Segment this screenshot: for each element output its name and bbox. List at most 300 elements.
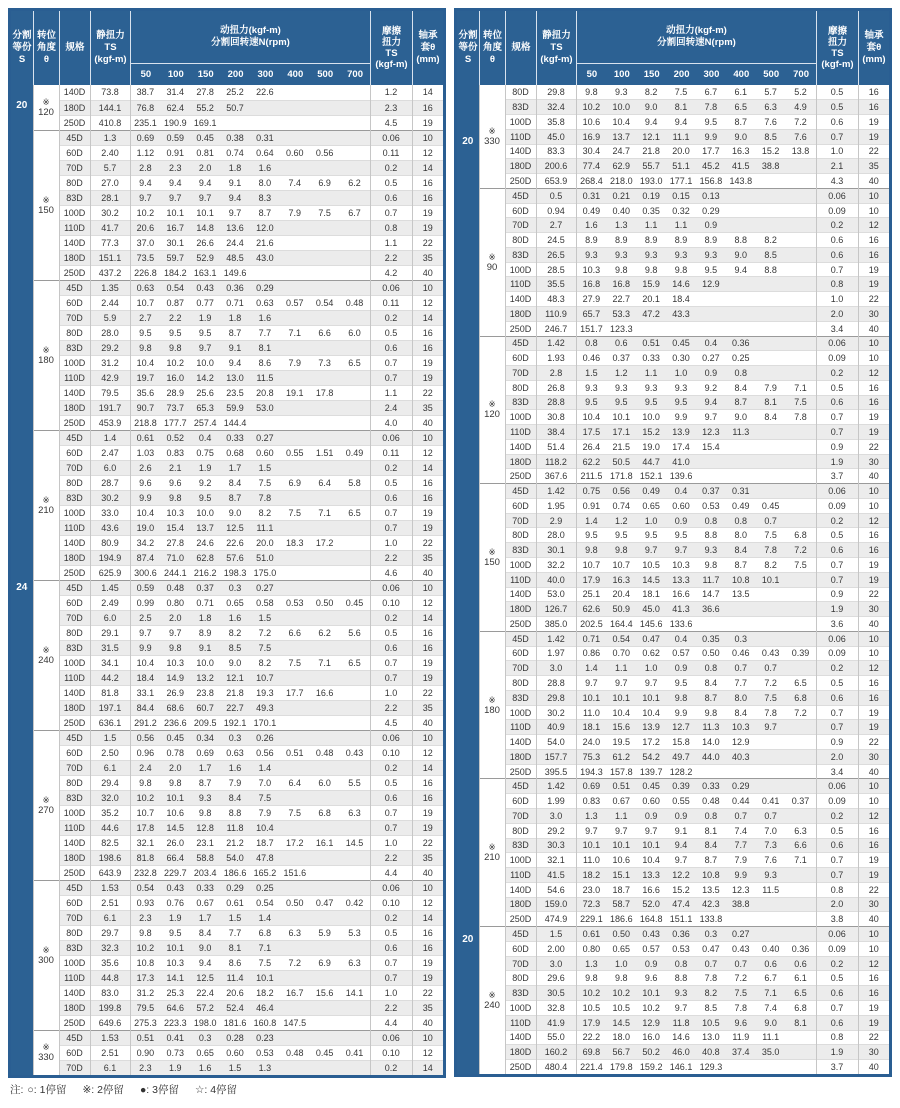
table-row — [457, 927, 889, 942]
table-row — [11, 610, 443, 625]
friction-torque-cell: 0.6 — [816, 247, 858, 262]
static-torque-cell: 79.5 — [90, 385, 130, 400]
dynamic-torque-cell: 19.7 16.0 14.2 13.0 11.5 — [130, 370, 370, 385]
static-torque-cell: 2.7 — [536, 218, 576, 233]
spec-cell: 180D — [59, 550, 90, 565]
bearing-sleeve-cell: 12 — [858, 809, 889, 824]
dynamic-torque-cell: 9.8 9.8 8.7 7.9 7.0 6.4 6.0 5.5 — [130, 775, 370, 790]
table-row — [457, 646, 889, 661]
static-torque-cell: 1.53 — [90, 880, 130, 895]
friction-torque-cell: 2.3 — [370, 100, 412, 115]
spec-cell: 70D — [59, 460, 90, 475]
spec-cell: 140D — [59, 835, 90, 850]
spec-cell: 110D — [505, 720, 536, 735]
bearing-sleeve-cell: 12 — [412, 895, 443, 910]
friction-torque-cell: 0.7 — [816, 572, 858, 587]
spec-cell: 60D — [59, 895, 90, 910]
dynamic-torque-cell: 275.3 223.3 198.0 181.6 160.8 147.5 — [130, 1015, 370, 1030]
spec-cell: 180D — [59, 100, 90, 115]
dynamic-torque-cell: 31.2 25.3 22.4 20.6 18.2 16.7 15.6 14.1 — [130, 985, 370, 1000]
dynamic-torque-cell: 75.3 61.2 54.2 49.7 44.0 40.3 — [576, 749, 816, 764]
bearing-sleeve-cell: 16 — [858, 85, 889, 100]
static-torque-cell: 40.9 — [536, 720, 576, 735]
dynamic-torque-cell: 62.2 50.5 44.7 41.0 — [576, 454, 816, 469]
dynamic-torque-cell: 69.8 56.7 50.2 46.0 40.8 37.4 35.0 — [576, 1045, 816, 1060]
static-torque-cell: 41.9 — [536, 1015, 576, 1030]
dynamic-torque-cell: 221.4 179.8 159.2 146.1 129.3 — [576, 1060, 816, 1075]
table-row — [457, 735, 889, 750]
static-torque-cell: 191.7 — [90, 400, 130, 415]
header-rpm-row: 50 100 150 200 300 400 500 700 — [577, 63, 816, 85]
spec-cell: 83D — [505, 100, 536, 115]
spec-cell: 180D — [59, 250, 90, 265]
friction-torque-cell: 3.6 — [816, 617, 858, 632]
dynamic-torque-cell: 9.8 9.8 9.6 8.8 7.8 7.2 6.7 6.1 — [576, 971, 816, 986]
friction-torque-cell: 0.06 — [370, 430, 412, 445]
static-torque-cell: 28.0 — [536, 528, 576, 543]
dynamic-torque-cell: 9.7 9.7 9.7 9.5 8.4 7.7 7.2 6.5 — [576, 676, 816, 691]
static-torque-cell: 44.6 — [90, 820, 130, 835]
table-row — [457, 912, 889, 927]
dynamic-torque-cell: 0.59 0.48 0.37 0.3 0.27 — [130, 580, 370, 595]
static-torque-cell: 2.49 — [90, 595, 130, 610]
spec-cell: 60D — [505, 646, 536, 661]
spec-cell: 250D — [505, 469, 536, 484]
dynamic-torque-cell: 0.56 0.45 0.34 0.3 0.26 — [130, 730, 370, 745]
dynamic-torque-cell: 18.4 14.9 13.2 12.1 10.7 — [130, 670, 370, 685]
spec-cell: 80D — [505, 85, 536, 100]
table-row — [457, 986, 889, 1001]
bearing-sleeve-cell: 16 — [858, 395, 889, 410]
table-row — [11, 475, 443, 490]
bearing-sleeve-cell: 22 — [412, 235, 443, 250]
spec-cell: 110D — [505, 868, 536, 883]
static-torque-cell: 453.9 — [90, 415, 130, 430]
dynamic-torque-cell: 77.4 62.9 55.7 51.1 45.2 41.5 38.8 — [576, 159, 816, 174]
dynamic-torque-cell: 0.46 0.37 0.33 0.30 0.27 0.25 — [576, 351, 816, 366]
dynamic-torque-cell: 10.5 10.5 10.2 9.7 8.5 7.8 7.4 6.8 — [576, 1000, 816, 1015]
spec-cell: 140D — [505, 292, 536, 307]
dynamic-torque-cell: 32.1 26.0 23.1 21.2 18.7 17.2 16.1 14.5 — [130, 835, 370, 850]
bearing-sleeve-cell: 19 — [412, 520, 443, 535]
static-torque-cell: 160.2 — [536, 1045, 576, 1060]
spec-cell: 80D — [505, 528, 536, 543]
bearing-sleeve-cell: 16 — [412, 940, 443, 955]
spec-cell: 70D — [505, 513, 536, 528]
spec-cell: 110D — [59, 670, 90, 685]
dynamic-torque-cell: 10.2 10.1 9.0 8.1 7.1 — [130, 940, 370, 955]
table-row — [11, 745, 443, 760]
bearing-sleeve-cell: 40 — [858, 469, 889, 484]
table-row — [11, 505, 443, 520]
table-row — [11, 835, 443, 850]
dynamic-torque-cell: 9.5 9.5 9.5 8.7 7.7 7.1 6.6 6.0 — [130, 325, 370, 340]
table-row — [457, 587, 889, 602]
spec-cell: 70D — [59, 760, 90, 775]
dynamic-torque-cell: 18.2 15.1 13.3 12.2 10.8 9.9 9.3 — [576, 868, 816, 883]
table-row — [457, 410, 889, 425]
spec-cell: 140D — [505, 144, 536, 159]
friction-torque-cell: 0.6 — [816, 395, 858, 410]
dynamic-torque-cell: 268.4 218.0 193.0 177.1 156.8 143.8 — [576, 174, 816, 189]
dynamic-torque-cell: 1.6 1.3 1.1 1.1 0.9 — [576, 218, 816, 233]
spec-cell: 100D — [505, 115, 536, 130]
dynamic-torque-cell: 10.4 10.3 10.0 9.0 8.2 7.5 7.1 6.5 — [130, 655, 370, 670]
friction-torque-cell: 0.06 — [370, 880, 412, 895]
spec-cell: 250D — [505, 764, 536, 779]
table-row — [457, 513, 889, 528]
static-torque-cell: 30.8 — [536, 410, 576, 425]
division-count-cell — [457, 85, 479, 1074]
bearing-sleeve-cell: 16 — [412, 175, 443, 190]
bearing-sleeve-cell: 12 — [412, 445, 443, 460]
index-angle-cell — [479, 631, 505, 779]
table-row — [457, 247, 889, 262]
spec-cell: 110D — [505, 572, 536, 587]
static-torque-cell: 1.4 — [90, 430, 130, 445]
bearing-sleeve-cell: 10 — [412, 430, 443, 445]
friction-torque-cell: 0.7 — [370, 805, 412, 820]
friction-torque-cell: 1.9 — [816, 454, 858, 469]
friction-torque-cell: 0.2 — [816, 513, 858, 528]
table-row — [457, 971, 889, 986]
friction-torque-cell: 1.9 — [816, 602, 858, 617]
bearing-sleeve-cell: 22 — [858, 735, 889, 750]
dynamic-torque-cell: 2.5 2.0 1.8 1.6 1.5 — [130, 610, 370, 625]
friction-torque-cell: 0.5 — [816, 380, 858, 395]
table-row — [11, 730, 443, 745]
static-torque-cell: 30.3 — [536, 838, 576, 853]
spec-cell: 250D — [59, 865, 90, 880]
friction-torque-cell: 0.2 — [370, 610, 412, 625]
index-angle-value: 150 — [484, 557, 500, 568]
dynamic-torque-cell: 151.7 123.3 — [576, 321, 816, 336]
friction-torque-cell: 0.09 — [816, 794, 858, 809]
bearing-sleeve-cell: 19 — [858, 262, 889, 277]
dynamic-torque-cell: 10.2 10.1 10.1 9.7 8.7 7.9 7.5 6.7 — [130, 205, 370, 220]
bearing-sleeve-cell: 19 — [412, 670, 443, 685]
spec-cell: 80D — [505, 971, 536, 986]
two-dwell-mark: ※ — [42, 494, 50, 505]
header-spec: 规格 — [59, 11, 90, 85]
bearing-sleeve-cell: 16 — [858, 823, 889, 838]
spec-cell: 110D — [59, 820, 90, 835]
table-row — [11, 190, 443, 205]
friction-torque-cell: 0.7 — [816, 705, 858, 720]
spec-cell: 180D — [59, 1000, 90, 1015]
dynamic-torque-cell: 0.51 0.41 0.3 0.28 0.23 — [130, 1030, 370, 1045]
static-torque-cell: 3.0 — [536, 809, 576, 824]
static-torque-cell: 6.0 — [90, 610, 130, 625]
dynamic-torque-cell: 0.83 0.67 0.60 0.55 0.48 0.44 0.41 0.37 — [576, 794, 816, 809]
spec-cell: 45D — [59, 1030, 90, 1045]
spec-cell: 45D — [505, 779, 536, 794]
bearing-sleeve-cell: 12 — [412, 595, 443, 610]
dynamic-torque-cell: 24.0 19.5 17.2 15.8 14.0 12.9 — [576, 735, 816, 750]
friction-torque-cell: 2.2 — [370, 550, 412, 565]
spec-cell: 45D — [59, 130, 90, 145]
index-angle-cell — [479, 779, 505, 927]
friction-torque-cell: 0.7 — [816, 262, 858, 277]
friction-torque-cell: 0.5 — [816, 971, 858, 986]
dynamic-torque-cell: 35.6 28.9 25.6 23.5 20.8 19.1 17.8 — [130, 385, 370, 400]
friction-torque-cell: 0.9 — [816, 439, 858, 454]
dynamic-torque-cell: 9.8 9.3 8.2 7.5 6.7 6.1 5.7 5.2 — [576, 85, 816, 100]
friction-torque-cell: 0.6 — [816, 1015, 858, 1030]
note-item-4: ☆: 4停留 — [194, 1084, 238, 1096]
table-row — [11, 130, 443, 145]
bearing-sleeve-cell: 12 — [412, 145, 443, 160]
index-angle-cell — [479, 188, 505, 336]
table-row — [457, 661, 889, 676]
table-row — [457, 336, 889, 351]
static-torque-cell: 110.9 — [536, 306, 576, 321]
friction-torque-cell: 0.11 — [370, 145, 412, 160]
table-row — [11, 415, 443, 430]
static-torque-cell: 28.5 — [536, 262, 576, 277]
bearing-sleeve-cell: 35 — [412, 1000, 443, 1015]
table-row — [11, 715, 443, 730]
bearing-sleeve-cell: 30 — [858, 749, 889, 764]
dynamic-torque-cell: 2.4 2.0 1.7 1.6 1.4 — [130, 760, 370, 775]
table-row — [11, 790, 443, 805]
division-count-value: 24 — [16, 582, 28, 593]
bearing-sleeve-cell: 14 — [412, 85, 443, 100]
dynamic-torque-cell: 0.54 0.43 0.33 0.29 0.25 — [130, 880, 370, 895]
spec-cell: 70D — [505, 809, 536, 824]
dynamic-torque-cell: 1.3 1.0 0.9 0.8 0.7 0.7 0.6 0.6 — [576, 956, 816, 971]
bearing-sleeve-cell: 40 — [412, 715, 443, 730]
table-row — [457, 218, 889, 233]
two-dwell-mark: ※ — [42, 344, 50, 355]
dynamic-torque-cell: 1.4 1.1 1.0 0.9 0.8 0.7 0.7 — [576, 661, 816, 676]
friction-torque-cell: 0.2 — [370, 760, 412, 775]
static-torque-cell: 54.0 — [536, 735, 576, 750]
table-row — [11, 520, 443, 535]
static-torque-cell: 55.0 — [536, 1030, 576, 1045]
static-torque-cell: 53.0 — [536, 587, 576, 602]
index-angle-value: 120 — [484, 409, 500, 421]
dynamic-torque-cell: 9.8 9.8 9.7 9.1 8.1 — [130, 340, 370, 355]
dynamic-torque-cell: 0.93 0.76 0.67 0.61 0.54 0.50 0.47 0.42 — [130, 895, 370, 910]
table-row — [11, 775, 443, 790]
friction-torque-cell: 0.6 — [816, 543, 858, 558]
dynamic-torque-cell: 0.8 0.6 0.51 0.45 0.4 0.36 — [576, 336, 816, 351]
dynamic-torque-cell: 9.9 9.8 9.5 8.7 7.8 — [130, 490, 370, 505]
bearing-sleeve-cell: 19 — [858, 1000, 889, 1015]
dynamic-torque-cell: 0.91 0.74 0.65 0.60 0.53 0.49 0.45 — [576, 498, 816, 513]
dynamic-torque-cell: 211.5 171.8 152.1 139.6 — [576, 469, 816, 484]
friction-torque-cell: 0.06 — [816, 336, 858, 351]
table-row — [457, 159, 889, 174]
friction-torque-cell: 1.0 — [370, 835, 412, 850]
table-row — [11, 445, 443, 460]
static-torque-cell: 636.1 — [90, 715, 130, 730]
spec-cell: 45D — [505, 631, 536, 646]
spec-cell: 100D — [59, 655, 90, 670]
header-index-angle: 转位 角度 θ — [33, 11, 59, 85]
table-row — [11, 820, 443, 835]
bearing-sleeve-cell: 19 — [858, 572, 889, 587]
header-rpm-row: 50 100 150 200 300 400 500 700 — [131, 63, 370, 85]
table-row — [11, 850, 443, 865]
bearing-sleeve-cell: 16 — [858, 233, 889, 248]
static-torque-cell: 28.1 — [90, 190, 130, 205]
dynamic-torque-cell: 218.8 177.7 257.4 144.4 — [130, 415, 370, 430]
static-torque-cell: 643.9 — [90, 865, 130, 880]
table-row — [11, 880, 443, 895]
index-angle-cell — [33, 730, 59, 880]
static-torque-cell: 246.7 — [536, 321, 576, 336]
bearing-sleeve-cell: 19 — [412, 220, 443, 235]
table-row — [457, 85, 889, 100]
dynamic-torque-cell: 0.71 0.54 0.47 0.4 0.35 0.3 — [576, 631, 816, 646]
table-row — [457, 720, 889, 735]
spec-cell: 180D — [505, 897, 536, 912]
static-torque-cell: 83.3 — [536, 144, 576, 159]
friction-torque-cell: 0.7 — [816, 868, 858, 883]
bearing-sleeve-cell: 10 — [412, 130, 443, 145]
table-row — [11, 115, 443, 130]
friction-torque-cell: 3.7 — [816, 469, 858, 484]
table-row — [457, 439, 889, 454]
static-torque-cell: 32.8 — [536, 1000, 576, 1015]
table-row — [11, 250, 443, 265]
bearing-sleeve-cell: 10 — [412, 580, 443, 595]
friction-torque-cell: 0.2 — [816, 366, 858, 381]
dynamic-torque-cell: 19.0 15.4 13.7 12.5 11.1 — [130, 520, 370, 535]
spec-cell: 110D — [505, 129, 536, 144]
spec-cell: 80D — [505, 380, 536, 395]
dynamic-torque-cell: 65.7 53.3 47.2 43.3 — [576, 306, 816, 321]
table-row — [11, 85, 443, 100]
table-row — [457, 868, 889, 883]
friction-torque-cell: 1.0 — [816, 292, 858, 307]
dynamic-torque-cell: 11.0 10.6 10.4 9.7 8.7 7.9 7.6 7.1 — [576, 853, 816, 868]
table-header — [11, 11, 443, 85]
bearing-sleeve-cell: 19 — [412, 970, 443, 985]
spec-cell: 83D — [505, 543, 536, 558]
table-row — [11, 595, 443, 610]
bearing-sleeve-cell: 12 — [858, 513, 889, 528]
index-angle-value: 330 — [484, 135, 500, 147]
table-row — [11, 700, 443, 715]
dynamic-torque-cell: 72.3 58.7 52.0 47.4 42.3 38.8 — [576, 897, 816, 912]
dynamic-torque-cell: 194.3 157.8 139.7 128.2 — [576, 764, 816, 779]
static-torque-cell: 198.6 — [90, 850, 130, 865]
dynamic-torque-cell: 10.6 10.4 9.4 9.4 9.5 8.7 7.6 7.2 — [576, 115, 816, 130]
bearing-sleeve-cell: 10 — [858, 941, 889, 956]
static-torque-cell: 83.0 — [90, 985, 130, 1000]
friction-torque-cell: 0.7 — [370, 520, 412, 535]
static-torque-cell: 1.5 — [90, 730, 130, 745]
bearing-sleeve-cell: 16 — [858, 247, 889, 262]
static-torque-cell: 28.8 — [536, 395, 576, 410]
header-dynamic-torque — [130, 11, 370, 85]
static-torque-cell: 2.00 — [536, 941, 576, 956]
table-row — [457, 380, 889, 395]
friction-torque-cell: 2.0 — [816, 306, 858, 321]
table-row — [11, 955, 443, 970]
division-count-value: 20 — [462, 934, 474, 945]
bearing-sleeve-cell: 19 — [858, 410, 889, 425]
static-torque-cell: 625.9 — [90, 565, 130, 580]
table-row — [457, 690, 889, 705]
spec-data-grid — [457, 85, 889, 1074]
spec-cell: 100D — [505, 558, 536, 573]
bearing-sleeve-cell: 10 — [858, 484, 889, 499]
friction-torque-cell: 4.5 — [370, 715, 412, 730]
bearing-sleeve-cell: 19 — [858, 277, 889, 292]
dynamic-torque-cell: 9.4 9.4 9.4 9.1 8.0 7.4 6.9 6.2 — [130, 175, 370, 190]
bearing-sleeve-cell: 16 — [858, 838, 889, 853]
friction-torque-cell: 0.7 — [816, 720, 858, 735]
spec-cell: 83D — [505, 986, 536, 1001]
dynamic-torque-cell: 291.2 236.6 209.5 192.1 170.1 — [130, 715, 370, 730]
friction-torque-cell: 0.6 — [370, 490, 412, 505]
static-torque-cell: 26.8 — [536, 380, 576, 395]
table-row — [11, 205, 443, 220]
bearing-sleeve-cell: 10 — [858, 631, 889, 646]
table-row — [11, 640, 443, 655]
spec-cell: 80D — [59, 475, 90, 490]
table-row — [11, 280, 443, 295]
dynamic-torque-cell: 10.7 0.87 0.77 0.71 0.63 0.57 0.54 0.48 — [130, 295, 370, 310]
static-torque-cell: 43.6 — [90, 520, 130, 535]
spec-cell: 180D — [505, 602, 536, 617]
spec-cell: 83D — [59, 190, 90, 205]
friction-torque-cell: 0.5 — [370, 475, 412, 490]
bearing-sleeve-cell: 16 — [858, 528, 889, 543]
spec-cell: 70D — [59, 160, 90, 175]
static-torque-cell: 6.1 — [90, 760, 130, 775]
spec-cell: 110D — [505, 425, 536, 440]
static-torque-cell: 2.44 — [90, 295, 130, 310]
table-row — [11, 1030, 443, 1045]
static-torque-cell: 28.0 — [90, 325, 130, 340]
bearing-sleeve-cell: 16 — [412, 325, 443, 340]
friction-torque-cell: 2.2 — [370, 1000, 412, 1015]
static-torque-cell: 2.40 — [90, 145, 130, 160]
static-torque-cell: 32.4 — [536, 100, 576, 115]
static-torque-cell: 144.1 — [90, 100, 130, 115]
spec-cell: 45D — [59, 580, 90, 595]
dynamic-torque-cell: 9.5 9.5 9.5 9.5 9.4 8.7 8.1 7.5 — [576, 395, 816, 410]
static-torque-cell: 29.6 — [536, 971, 576, 986]
table-row — [457, 882, 889, 897]
bearing-sleeve-cell: 35 — [412, 250, 443, 265]
bearing-sleeve-cell: 19 — [858, 868, 889, 883]
friction-torque-cell: 0.09 — [816, 941, 858, 956]
static-torque-cell: 2.51 — [90, 895, 130, 910]
dynamic-torque-cell: 25.1 20.4 18.1 16.6 14.7 13.5 — [576, 587, 816, 602]
bearing-sleeve-cell: 16 — [412, 640, 443, 655]
static-torque-cell: 194.9 — [90, 550, 130, 565]
spec-cell: 80D — [59, 325, 90, 340]
friction-torque-cell: 1.0 — [370, 685, 412, 700]
dynamic-torque-cell: 9.8 9.8 9.7 9.7 9.3 8.4 7.8 7.2 — [576, 543, 816, 558]
bearing-sleeve-cell: 14 — [412, 610, 443, 625]
static-torque-cell: 159.0 — [536, 897, 576, 912]
table-row — [11, 805, 443, 820]
friction-torque-cell: 0.2 — [370, 910, 412, 925]
dynamic-torque-cell: 1.3 1.1 0.9 0.9 0.8 0.7 0.7 — [576, 809, 816, 824]
spec-cell: 180D — [59, 700, 90, 715]
static-torque-cell: 27.0 — [90, 175, 130, 190]
static-torque-cell: 38.4 — [536, 425, 576, 440]
table-row — [11, 325, 443, 340]
static-torque-cell: 40.0 — [536, 572, 576, 587]
